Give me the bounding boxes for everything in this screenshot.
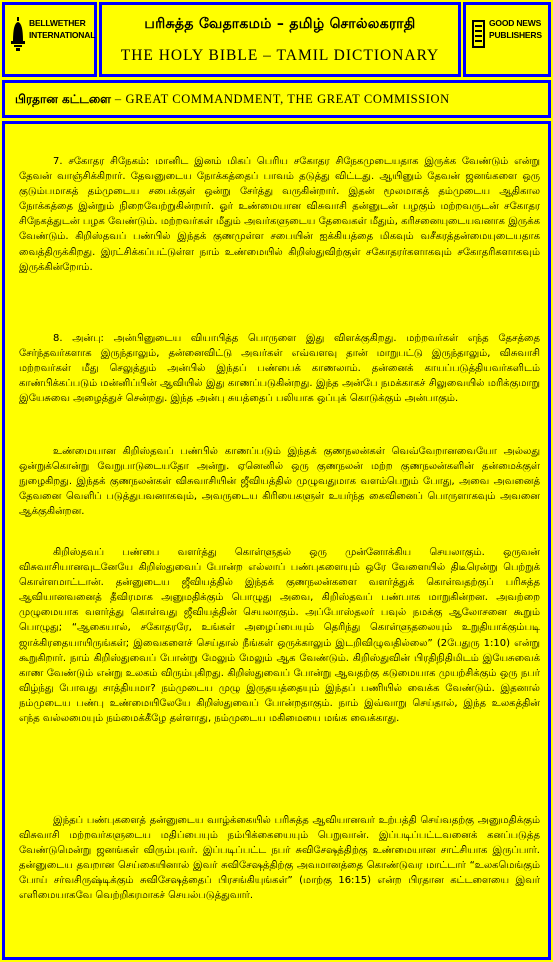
subtitle-english: GREAT COMMANDMENT, THE GREAT COMMISSION <box>125 92 450 106</box>
logo-right-line-2: PUBLISHERS <box>489 30 542 40</box>
logo-left-line-2: INTERNATIONAL <box>29 30 96 40</box>
subtitle-bar <box>2 80 551 118</box>
title-tamil: பரிசுத்த வேதாகமம் – தமிழ் சொல்லகராதி <box>144 16 416 32</box>
logo-left-line-1: BELLWETHER <box>29 18 86 28</box>
book-icon <box>472 17 485 51</box>
paragraph-brotherly-love: 7. சகோதர சிநேகம்: மானிட இனம் மிகப் பெரிய சகோதர சிநேகமுடையதாக இருக்க வேண்டும் என்று தேவன் வாஞ்சிக்கிறார். தேவனுடைய நோக்கத்தைப் பாவம் தடுத்து விட்டது. ஆயினும் தேவன் ஜனங்களை ஒரு குடும்பமாகத் தம்முடைய சபைக்குள் ஒன்று சேர்த்து வருகின்றார். இதன் மூலமாகத் தம்முடைய ஆதிகால நோக்கத்தை இன்றும் நிறைவேற்றுகின்றார். ஓர் உண்மையான விசுவாசி தன்னுடன் பழகும் மற்றவருடன் சகோதர சிநேகத்துடன் பழக வேண்டும். மற்றவர்கள் மீதும் அவர்களுடைய தேவைகள் மீதும், கரிசனையுடையவனாக இருக்க வேண்டும். கிறிஸ்தவப் பண்பில் இந்தக் குணமுள்ள சபையின் ஐக்கியத்தை மிகவும் வசீகரத்தன்மையுடையதாக வைத்திருக்கிறது. இரட்சிக்கப்பட்டுள்ள நாம் உண்மையில் கிறிஸ்துவிற்குள் சகோதரர்களாகவும் சகோதரிகளாகவும் இருக்கின்றோம். <box>19 156 540 273</box>
publisher-logo-right <box>463 2 551 77</box>
logo-right-line-1: GOOD NEWS <box>489 18 542 28</box>
content-panel <box>2 121 551 960</box>
publisher-logo-left <box>2 2 97 77</box>
title-english: THE HOLY BIBLE – TAMIL DICTIONARY <box>120 47 440 64</box>
title-banner <box>99 2 461 77</box>
paragraph-witness: இந்தப் பண்புகளைத் தன்னுடைய வாழ்க்கையில் பரிசுத்த ஆவியானவர் உற்பத்தி செய்வதற்கு அனுமதிக்கும் விசுவாசி மற்றவர்களுடைய மதிப்பையும் நம்பிக்கையையும் பெறுவான். இப்படிப்பட்டவனைக் கனப்படுத்த வேண்டுமென்று ஜனங்கள் விரும்புவர். இப்படிப்பட்ட நபர் சுவிசேஷத்திற்கு உண்மையான சாட்சியாக இருப்பார். தன்னுடைய தவறான செய்கையினால் இவர் சுவிசேஷத்திற்கு அவமானத்தை கொண்டுவர மாட்டார் “உலகமெங்கும் போய் சர்வசிருஷ்டிக்கும் சுவிசேஷத்தைப் பிரசங்கியுங்கள்” (மாற்கு 16:15) என்ற பிரதான கட்டளையை இவர் எளிமையாகவே வெற்றிகரமாகச் செயல்படுத்துவார். <box>19 815 540 902</box>
paragraph-love: 8. அன்பு: அன்பினுடைய வியாபித்த பொருளை இது விளக்குகிறது. மற்றவர்கள் எந்த தேசத்தை சேர்ந்தவர்களாக இருந்தாலும், தன்னைவிட்டு அவர்கள் எவ்வளவு தான் மாறுபட்டு இருந்தாலும், விசுவாசி மற்றவர்கள் மீது செலுத்தும் அன்பில் இந்தப் பண்பைக் காணலாம். தன்னைக் காயப்படுத்தியவர்களிடம் காண்பிக்கப்படும் மன்னிப்பின் ஆவியில் இது காணப்படுகின்றது. இந்த அன்பே நமக்காகச் சிலுவையில் மரிக்குமாறு இயேசுவை அழைத்துச் சென்றது. இந்த அன்பு சுயத்தைப் பலியாக ஒப்புக் கொடுக்கும் அன்பாகும். <box>19 333 540 405</box>
subtitle-tamil: பிரதான கட்டளை <box>15 92 112 106</box>
paragraph-character-growth: கிறிஸ்தவப் பண்பை வளர்த்து கொள்ளுதல் ஒரு முன்னோக்கிய செயலாகும். ஒருவன் விசுவாசியானவுடனேயே கிறிஸ்துவைப் போன்ற எல்லாப் பண்புகளையும் ஒரே வேளையில் திடீரென்று பெற்றுக் கொள்ளமாட்டான். தன்னுடைய ஜீவியத்தில் இந்தக் குணநலன்களை வளர்த்துக் கொள்வதற்குப் பரிசுத்த ஆவியானவனைத் தீவிரமாக அனுமதிக்கும் பொழுது அவை, கிறிஸ்தவப் பண்பாக மாறுகின்றன. அவற்றை முழுமையாக வளர்த்து கொள்வது ஜீவியத்தின் செயலாகும். அப்போஸ்தலர் பவுல் நமக்கு ஆலோசனை கூறும் பொழுது; “ஆகையால், சகோதரரே, உங்கள் அழைப்பையும் தெரிந்து கொள்ளுதலையும் உறுதியாக்கும்படி ஜாக்கிரதையாயிருங்கள்; இவைகளைச் செய்தால் நீங்கள் ஒருக்காலும் இடறிவிழுவதில்லை” (2பேதுரு 1:10) என்று கூறுகிறார். நாம் கிறிஸ்துவைப் போன்று மேலும் மேலும் ஆக வேண்டும். கிறிஸ்துவின் பிரதிநிதிமிடம் இயேசுவைக் காண வேண்டும் என்று உலகம் விரும்புகிறது. கிறிஸ்துவைப் போன்று ஆவதற்கு கடுமையாக முயற்சிக்கும் ஒரு நபர் விழ்ந்து போவது சாத்தியமா? நம்முடைய முழு இருதயத்தையும் இந்தப் பணியில் வைக்க வேண்டும். இதனால் நம்முடைய பண்பு உண்மையிலேயே கிறிஸ்துவைப் போன்றதாகும். நாம் இவ்வாறு செய்தால், இந்த உலகத்தின் எந்த வல்லமையும் நம்மைக்கீழே தள்ளாது, நம்முடைய மகிமையை மங்க வைக்காது. <box>19 547 540 725</box>
paragraph-qualities: உண்மையான கிறிஸ்தவப் பண்பில் காணப்படும் இந்தக் குணநலன்கள் வெவ்வேறானவையோ அல்லது ஒன்றுக்கொன்று வேறுபாடுடையதோ அன்று. ஏனெனில் ஒரு குணநலன் மற்ற குணநலன்களின் தன்மைக்குள் நுழைகிறது. இந்தக் குணநலன்கள் விசுவாசியின் ஜீவியத்தில் முழுவதுமாக வளம்பெறும் போது, அவை அவனைத் தேவனை வெளிப் படுத்துபவனாகவும், அவருடைய கிரியைகளுள் உயர்ந்த கைவினைப் பொருளாகவும் அவனை ஆக்குகின்றன. <box>19 446 540 518</box>
subtitle-separator: – <box>114 92 122 106</box>
bell-icon <box>11 17 25 51</box>
